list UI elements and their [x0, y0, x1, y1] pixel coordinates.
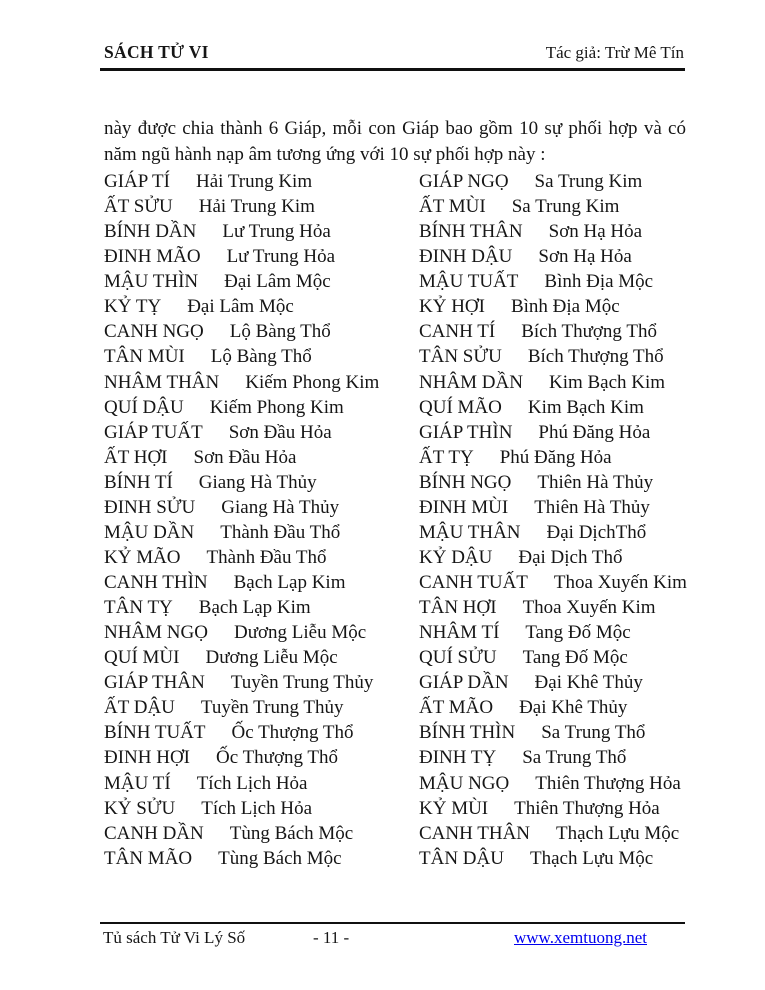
list-row — [104, 821, 379, 846]
list-row — [419, 344, 687, 369]
list-row — [419, 545, 687, 570]
list-row — [104, 219, 379, 244]
nap-am-value: Đại DịchThổ — [546, 521, 647, 543]
nap-am-value: Bình Địa Mộc — [544, 271, 654, 293]
list-row — [419, 620, 687, 645]
list-row — [419, 720, 687, 745]
nap-am-value: Kiếm Phong Kim — [245, 371, 380, 393]
nap-am-value: Đại Khê Thủy — [534, 672, 643, 694]
list-row — [419, 294, 687, 319]
list-row — [104, 570, 379, 595]
can-chi-label: GIÁP THÂN — [104, 672, 205, 694]
can-chi-label: ĐINH MÙI — [419, 496, 509, 518]
nap-am-value: Dương Liễu Mộc — [205, 647, 338, 669]
list-row — [419, 645, 687, 670]
list-row — [419, 796, 687, 821]
nap-am-value: Kiếm Phong Kim — [209, 396, 344, 418]
list-row — [419, 319, 687, 344]
can-chi-label: TÂN TỴ — [104, 597, 173, 619]
can-chi-label: TÂN SỬU — [419, 346, 502, 368]
nap-am-value: Phú Đăng Hỏa — [499, 446, 612, 468]
nap-am-column-left — [104, 169, 379, 871]
can-chi-label: BÍNH TUẤT — [104, 722, 206, 744]
can-chi-label: BÍNH TÍ — [104, 471, 173, 493]
list-row — [419, 670, 687, 695]
can-chi-label: QUÍ DẬU — [104, 396, 184, 418]
nap-am-value: Giang Hà Thủy — [221, 496, 340, 518]
nap-am-value: Tang Đố Mộc — [522, 647, 628, 669]
list-row — [104, 645, 379, 670]
nap-am-value: Ốc Thượng Thổ — [216, 747, 339, 769]
can-chi-label: ĐINH MÃO — [104, 246, 201, 268]
can-chi-label: MẬU THÌN — [104, 271, 199, 293]
series-title: Tủ sách Tử Vi Lý Số — [103, 928, 246, 947]
nap-am-value: Sa Trung Thổ — [541, 722, 646, 744]
can-chi-label: ĐINH SỬU — [104, 496, 196, 518]
nap-am-value: Bạch Lạp Kim — [233, 572, 346, 593]
can-chi-label: ẤT MÙI — [419, 196, 486, 218]
can-chi-label: BÍNH THÌN — [419, 722, 516, 744]
list-row — [419, 194, 687, 219]
can-chi-label: NHÂM TÍ — [419, 622, 500, 644]
list-row — [104, 545, 379, 570]
can-chi-label: CANH DẦN — [104, 822, 204, 844]
can-chi-label: KỶ MÃO — [104, 546, 181, 568]
list-row — [104, 169, 379, 194]
nap-am-value: Tích Lịch Hỏa — [201, 797, 313, 819]
can-chi-label: GIÁP DẦN — [419, 672, 509, 694]
nap-am-value: Tang Đố Mộc — [525, 622, 631, 644]
list-row — [104, 695, 379, 720]
nap-am-value: Bạch Lạp Kim — [198, 597, 311, 619]
list-row — [104, 420, 379, 445]
nap-am-value: Sơn Đầu Hỏa — [193, 446, 297, 468]
can-chi-label: QUÍ MÃO — [419, 396, 502, 418]
list-row — [104, 670, 379, 695]
nap-am-value: Tùng Bách Mộc — [229, 822, 354, 844]
list-row — [419, 846, 687, 871]
list-row — [419, 771, 687, 796]
can-chi-label: QUÍ SỬU — [419, 647, 497, 669]
can-chi-label: ĐINH HỢI — [104, 747, 191, 769]
list-row — [104, 720, 379, 745]
can-chi-label: NHÂM THÂN — [104, 371, 220, 393]
list-row — [104, 269, 379, 294]
nap-am-value: Lư Trung Hỏa — [222, 221, 331, 243]
intro-paragraph: này được chia thành 6 Giáp, mỗi con Giáp bao gồm 10 sự phối hợp và có năm ngũ hành nạp âm tương ứng với 10 sự phối hợp này : — [104, 118, 686, 165]
nap-am-value: Thành Đầu Thổ — [206, 546, 327, 568]
list-row — [419, 470, 687, 495]
can-chi-label: GIÁP NGỌ — [419, 171, 509, 192]
list-row — [104, 445, 379, 470]
nap-am-value: Kim Bạch Kim — [527, 396, 644, 418]
nap-am-value: Thoa Xuyến Kim — [522, 597, 656, 619]
list-row — [104, 319, 379, 344]
can-chi-label: TÂN MÙI — [104, 346, 185, 368]
list-row — [104, 370, 379, 395]
can-chi-label: MẬU TUẤT — [419, 271, 519, 293]
page-header — [100, 42, 685, 71]
author-credit: Tác giả: Trừ Mê Tín — [545, 43, 684, 62]
nap-am-value: Thành Đầu Thổ — [220, 521, 341, 543]
list-row — [419, 821, 687, 846]
nap-am-value: Ốc Thượng Thổ — [231, 722, 354, 744]
can-chi-label: QUÍ MÙI — [104, 647, 180, 669]
can-chi-label: GIÁP TÍ — [104, 171, 170, 192]
can-chi-label: CANH NGỌ — [104, 321, 204, 343]
nap-am-value: Hải Trung Kim — [195, 171, 313, 192]
nap-am-value: Thạch Lựu Mộc — [529, 847, 654, 869]
page-footer — [100, 922, 685, 954]
can-chi-label: KỶ SỬU — [104, 797, 176, 819]
nap-am-value: Đại Khê Thủy — [519, 697, 628, 719]
can-chi-label: ẤT SỬU — [104, 196, 173, 218]
nap-am-value: Thạch Lựu Mộc — [556, 822, 680, 844]
website-link[interactable]: www.xemtuong.net — [514, 928, 647, 947]
can-chi-label: KỶ HỢI — [419, 296, 485, 318]
list-row — [104, 470, 379, 495]
can-chi-label: CANH TUẤT — [419, 572, 528, 593]
book-title: SÁCH TỬ VI — [104, 42, 209, 62]
can-chi-label: TÂN MÃO — [104, 847, 193, 869]
list-row — [419, 745, 687, 770]
nap-am-value: Sơn Đầu Hỏa — [228, 421, 332, 443]
can-chi-label: MẬU TÍ — [104, 772, 171, 794]
can-chi-label: KỶ MÙI — [419, 797, 489, 819]
nap-am-value: Lư Trung Hỏa — [226, 246, 336, 268]
can-chi-label: MẬU NGỌ — [419, 772, 510, 794]
nap-am-value: Tùng Bách Mộc — [218, 847, 342, 869]
list-row — [419, 169, 687, 194]
can-chi-label: BÍNH DẦN — [104, 221, 197, 243]
nap-am-value: Giang Hà Thủy — [198, 471, 317, 493]
list-row — [104, 520, 379, 545]
list-row — [419, 395, 687, 420]
list-row — [104, 620, 379, 645]
nap-am-column-right — [419, 169, 687, 871]
can-chi-label: ẤT DẬU — [104, 697, 175, 719]
list-row — [104, 745, 379, 770]
nap-am-value: Tích Lịch Hỏa — [196, 772, 308, 794]
can-chi-label: KỶ DẬU — [419, 546, 493, 568]
can-chi-label: BÍNH NGỌ — [419, 471, 512, 493]
nap-am-value: Thiên Thượng Hỏa — [535, 772, 681, 794]
nap-am-value: Phú Đăng Hỏa — [538, 421, 651, 443]
can-chi-label: NHÂM NGỌ — [104, 622, 208, 644]
nap-am-value: Đại Dịch Thổ — [518, 546, 623, 568]
nap-am-value: Đại Lâm Mộc — [187, 296, 294, 318]
nap-am-value: Sơn Hạ Hỏa — [548, 221, 643, 243]
can-chi-label: CANH THÌN — [104, 572, 208, 593]
nap-am-value: Sa Trung Kim — [534, 171, 643, 192]
list-row — [104, 846, 379, 871]
can-chi-label: ĐINH DẬU — [419, 246, 513, 268]
can-chi-label: GIÁP TUẤT — [104, 421, 203, 443]
list-row — [104, 194, 379, 219]
can-chi-label: NHÂM DẦN — [419, 371, 523, 393]
list-row — [104, 595, 379, 620]
can-chi-label: TÂN HỢI — [419, 597, 497, 619]
can-chi-label: ĐINH TỴ — [419, 747, 497, 769]
list-row — [419, 269, 687, 294]
nap-am-value: Tuyền Trung Thủy — [230, 672, 374, 694]
list-row — [419, 445, 687, 470]
list-row — [419, 495, 687, 520]
nap-am-value: Thiên Hà Thủy — [534, 496, 650, 518]
nap-am-value: Sa Trung Thổ — [522, 747, 627, 769]
nap-am-value: Lộ Bàng Thổ — [210, 346, 312, 368]
list-row — [104, 495, 379, 520]
list-row — [104, 771, 379, 796]
can-chi-label: ẤT MÃO — [419, 697, 494, 719]
list-row — [419, 595, 687, 620]
can-chi-label: CANH THÂN — [419, 822, 531, 844]
list-row — [104, 344, 379, 369]
can-chi-label: TÂN DẬU — [419, 847, 504, 869]
can-chi-label: KỶ TỴ — [104, 296, 162, 318]
nap-am-value: Kim Bạch Kim — [548, 371, 666, 393]
nap-am-value: Đại Lâm Mộc — [224, 271, 331, 293]
list-row — [104, 244, 379, 269]
can-chi-label: BÍNH THÂN — [419, 221, 523, 243]
list-row — [104, 395, 379, 420]
nap-am-value: Thiên Thượng Hỏa — [514, 797, 660, 819]
nap-am-value: Bích Thượng Thổ — [527, 346, 664, 368]
list-row — [104, 796, 379, 821]
nap-am-value: Sa Trung Kim — [511, 196, 620, 218]
can-chi-label: MẬU THÂN — [419, 521, 521, 543]
page-number: - 11 - — [313, 928, 350, 947]
nap-am-value: Bích Thượng Thổ — [521, 321, 657, 343]
nap-am-value: Dương Liễu Mộc — [233, 622, 367, 644]
can-chi-label: MẬU DẦN — [104, 521, 195, 543]
can-chi-label: GIÁP THÌN — [419, 421, 513, 443]
nap-am-value: Bình Địa Mộc — [510, 296, 620, 318]
can-chi-label: ẤT HỢI — [104, 446, 168, 468]
nap-am-value: Thoa Xuyến Kim — [553, 572, 687, 593]
list-row — [104, 294, 379, 319]
list-row — [419, 520, 687, 545]
list-row — [419, 244, 687, 269]
list-row — [419, 219, 687, 244]
list-row — [419, 570, 687, 595]
nap-am-value: Lộ Bàng Thổ — [229, 321, 331, 343]
nap-am-value: Thiên Hà Thủy — [537, 471, 654, 493]
list-row — [419, 695, 687, 720]
nap-am-value: Hải Trung Kim — [198, 196, 315, 218]
can-chi-label: ẤT TỴ — [419, 446, 474, 468]
nap-am-value: Tuyền Trung Thủy — [200, 697, 344, 719]
list-row — [419, 420, 687, 445]
list-row — [419, 370, 687, 395]
nap-am-value: Sơn Hạ Hỏa — [538, 246, 632, 268]
can-chi-label: CANH TÍ — [419, 321, 496, 343]
